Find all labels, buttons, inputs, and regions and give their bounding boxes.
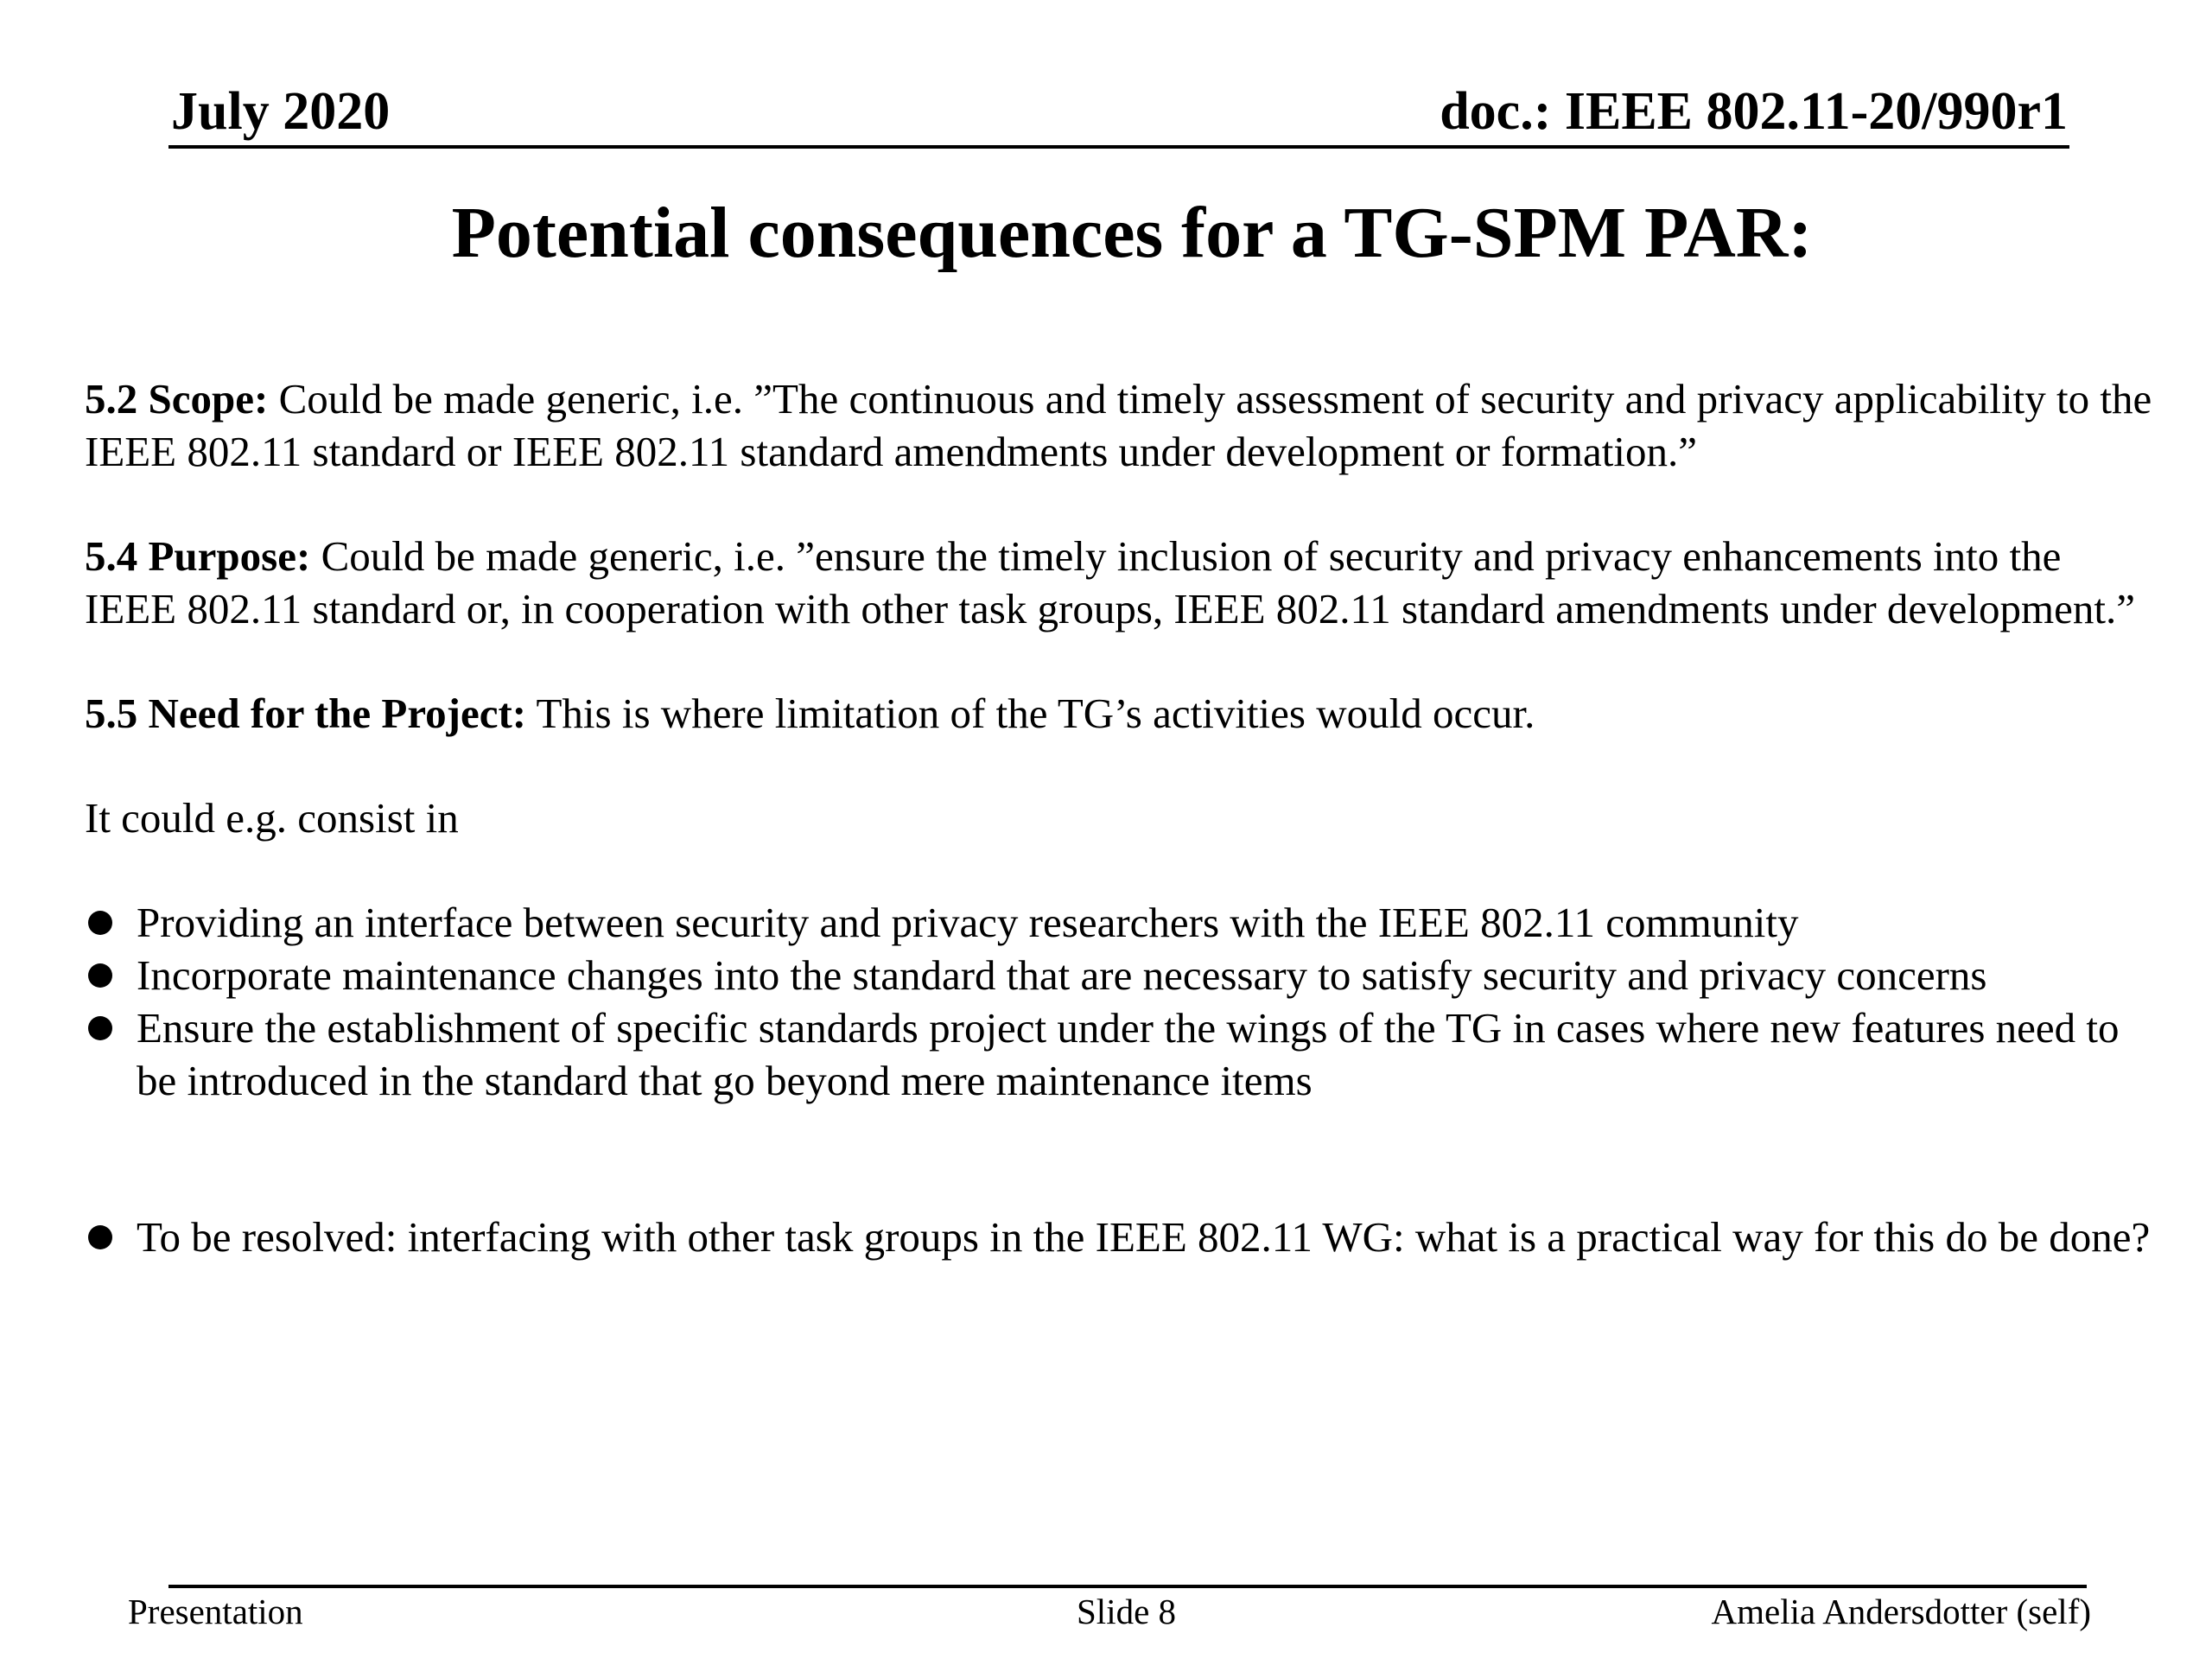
scope-paragraph	[85, 372, 2158, 478]
bullet-icon	[88, 911, 112, 935]
intro-text: It could e.g. consist in	[85, 794, 459, 842]
bullet-list	[85, 896, 2158, 1107]
scope-text: Could be made generic, i.e. ”The continuous and timely assessment of security and privacy applicability to the IEEE 802.11 standard or IEEE 802.11 standard amendments under development or formation.”	[85, 375, 2152, 475]
bullet-text: Incorporate maintenance changes into the standard that are necessary to satisfy security and privacy concerns	[137, 951, 1987, 999]
purpose-paragraph	[85, 530, 2158, 635]
header-doc-id: doc.: IEEE 802.11-20/990r1	[1440, 82, 2068, 141]
need-paragraph	[85, 687, 2158, 740]
slide-title: Potential consequences for a TG-SPM PAR:	[451, 193, 1813, 273]
bullet-text: Providing an interface between security and privacy researchers with the IEEE 802.11 community	[137, 899, 1799, 946]
bullet-text: Ensure the establishment of specific standards project under the wings of the TG in cases where new features need to be introduced in the standard that go beyond mere maintenance items	[137, 1004, 2120, 1104]
bullet-text: To be resolved: interfacing with other task groups in the IEEE 802.11 WG: what is a practical way for this do be done?	[137, 1213, 2151, 1261]
final-bullet-list	[85, 1211, 2158, 1263]
need-text: This is where limitation of the TG’s activities would occur.	[526, 690, 1535, 737]
scope-label: 5.2 Scope:	[85, 375, 269, 423]
list-item	[85, 1211, 2158, 1263]
list-item	[85, 949, 2158, 1001]
list-item	[85, 896, 2158, 949]
footer-divider	[168, 1585, 2087, 1588]
bullet-icon	[88, 1016, 112, 1040]
bullet-icon	[88, 963, 112, 988]
footer-left: Presentation	[128, 1592, 303, 1631]
footer-slide-number: Slide 8	[1077, 1592, 1177, 1631]
slide-body	[85, 372, 2158, 1263]
need-label: 5.5 Need for the Project:	[85, 690, 527, 737]
header-date: July 2020	[171, 82, 391, 141]
footer-author: Amelia Andersdotter (self)	[1711, 1592, 2091, 1631]
purpose-label: 5.4 Purpose:	[85, 532, 311, 580]
bullet-icon	[88, 1225, 112, 1249]
list-item	[85, 1001, 2158, 1107]
purpose-text: Could be made generic, i.e. ”ensure the timely inclusion of security and privacy enhancements into the IEEE 802.11 standard or, in cooperation with other task groups, IEEE 802.11 standard amendments under development.”	[85, 532, 2136, 632]
header-divider	[168, 145, 2069, 149]
